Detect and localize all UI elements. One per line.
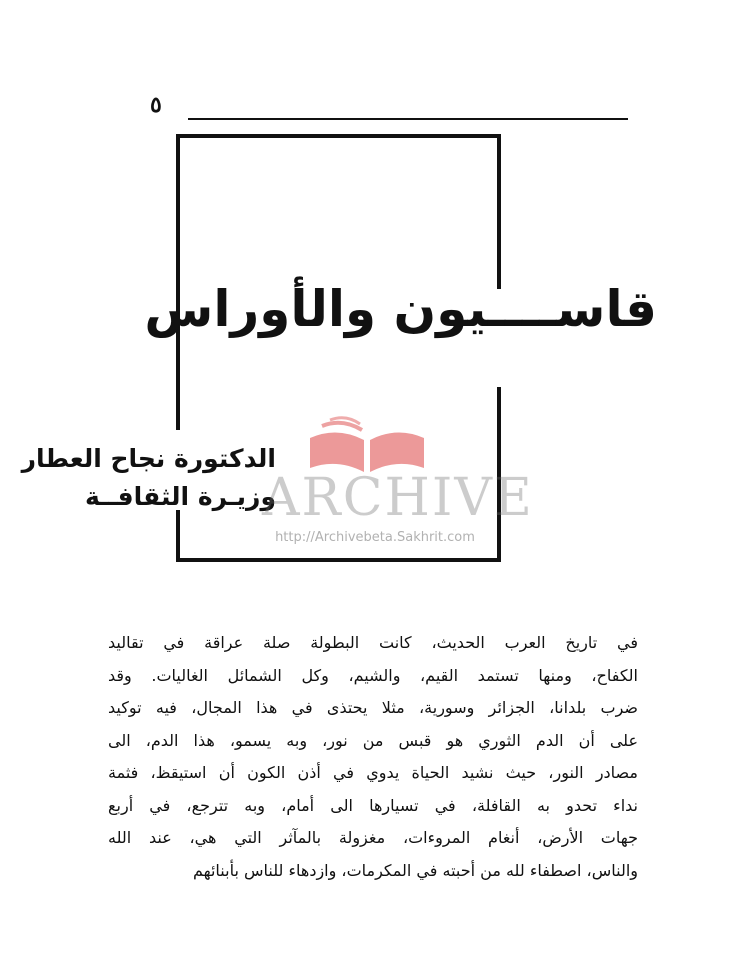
body-line: على أن الدم الثوري هو قبس من نور، وبه يسمو، هذا الدم، الى: [108, 730, 638, 750]
watermark-url: http://Archivebeta.Sakhrit.com: [275, 530, 475, 545]
author-block: [22, 440, 276, 516]
page-number: ٥: [150, 92, 162, 118]
watermark-text: ARCHIVE: [262, 468, 534, 528]
frame-bottom-border: [176, 558, 501, 562]
open-book-icon: [302, 416, 432, 476]
top-rule: [188, 118, 628, 120]
body-line: الكفاح، ومنها تستمد القيم، والشيم، وكل الشمائل الغاليات. وقد: [108, 665, 638, 685]
author-name: الدكتورة نجاح العطار: [21, 444, 276, 473]
article-title: قاســــيون والأوراس: [144, 280, 657, 338]
body-line: جهات الأرض، أنغام المروءات، مغزولة بالمآثر التي هي، عند الله: [108, 828, 638, 847]
body-line: نداء تحدو به القافلة، في تسيارها الى أمام، وبه تترجع، في أربع: [108, 795, 638, 815]
body-line: ضرب بلدانا، الجزائر وسورية، مثلا يحتذى في هذا المجال، فيه توكيد: [108, 698, 638, 717]
frame-right-border-upper: [497, 134, 501, 289]
frame-top-border: [176, 134, 501, 138]
author-role: وزيـرة الثقافــة: [84, 482, 276, 511]
article-body: [108, 627, 638, 887]
body-line: والناس، اصطفاء لله من أحبته في المكرمات، وازدهاء للناس بأبنائهم: [192, 860, 638, 880]
body-line: في تاريخ العرب الحديث، كانت البطولة صلة عراقة في تقاليد: [108, 633, 638, 652]
body-line: مصادر النور، حيث نشيد الحياة يدوي في أذن الكون أن استيقظ، فثمة: [108, 763, 638, 782]
